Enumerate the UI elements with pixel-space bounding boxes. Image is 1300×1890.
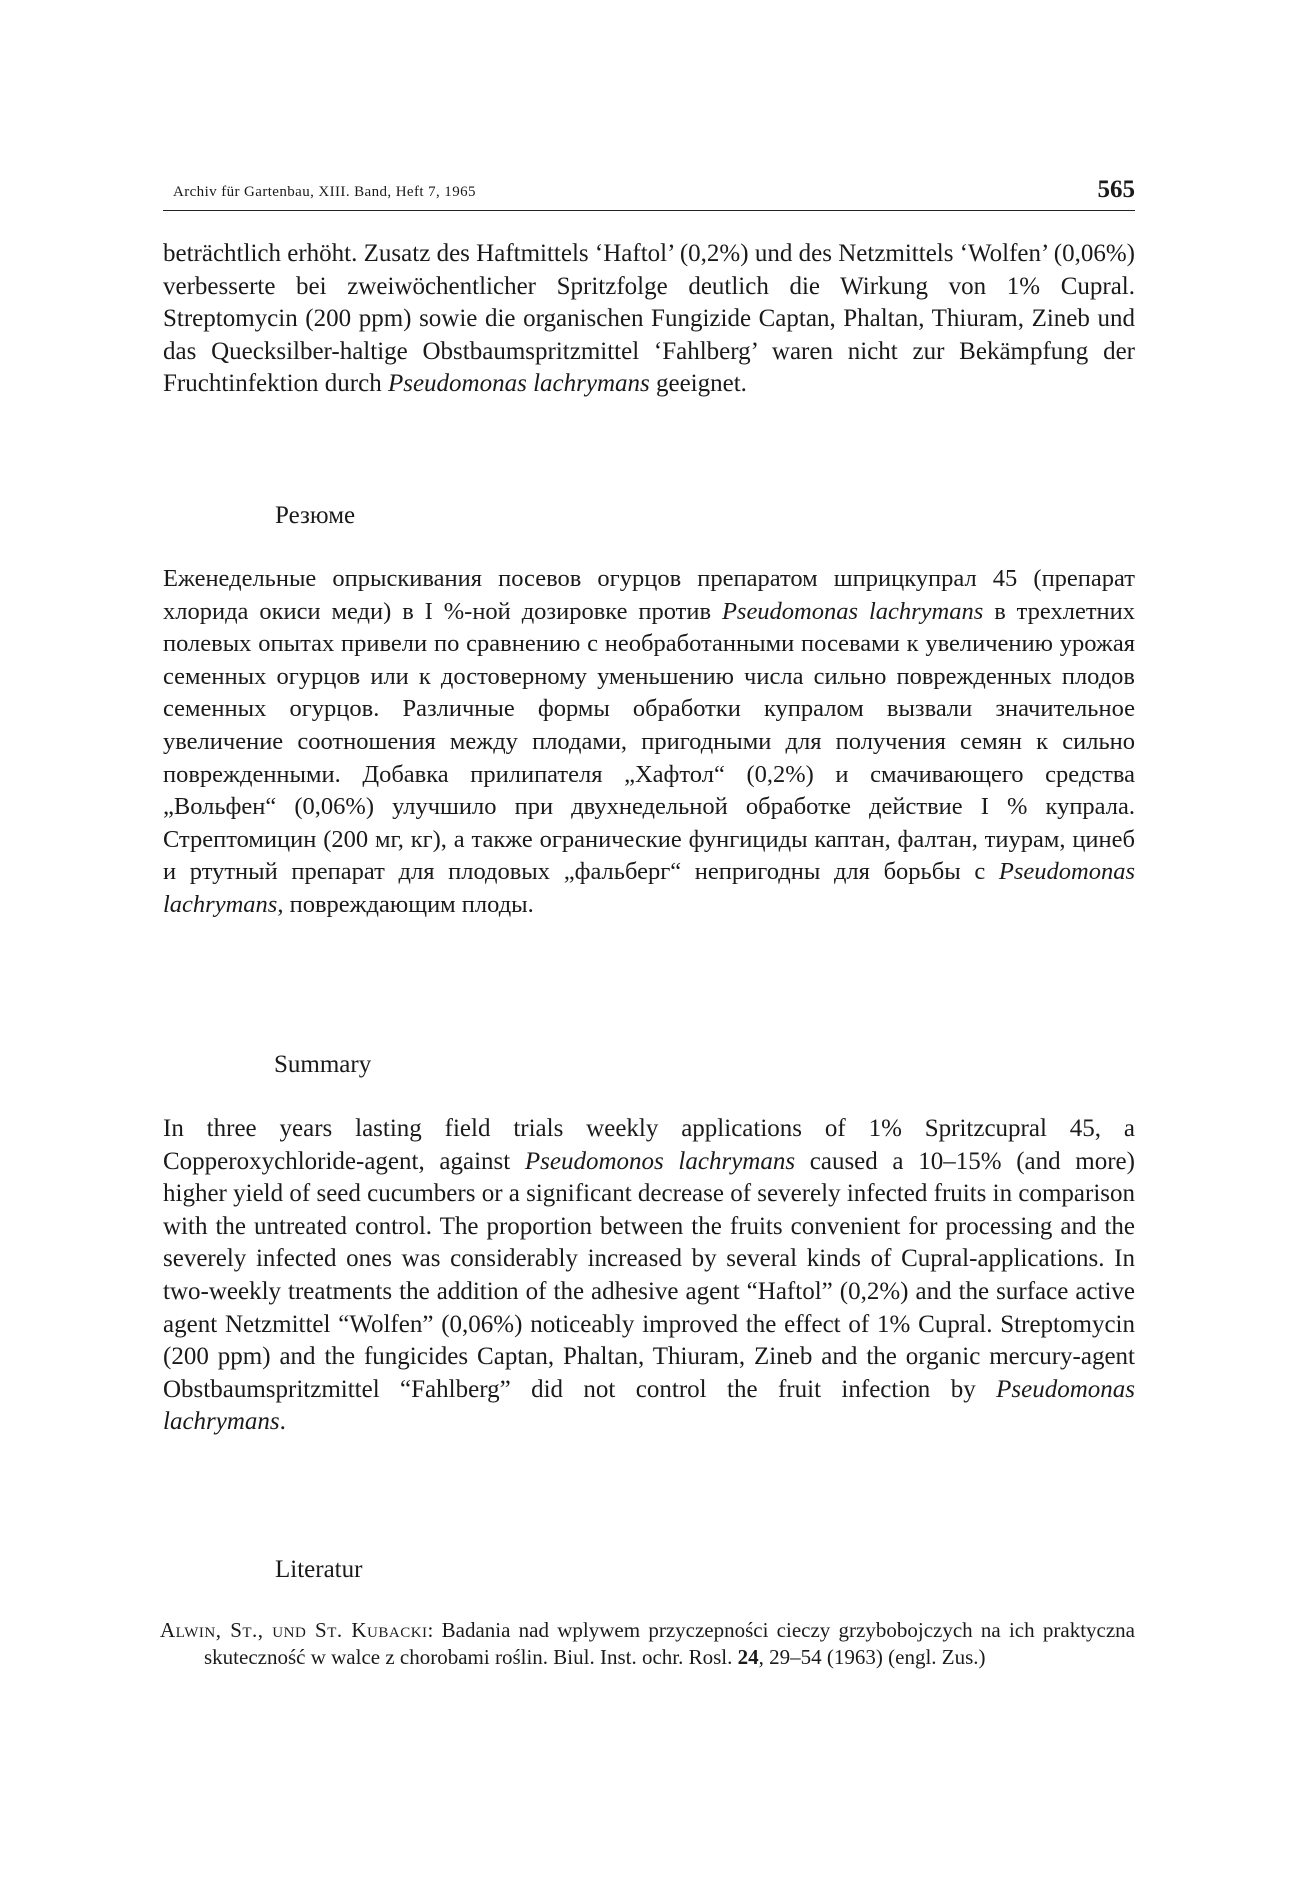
reference-authors: Alwin, St., und St. Kubacki <box>160 1618 428 1642</box>
resume-text-2: в трехлетних полевых опытах привели по сравнению с необработанными посевами к увеличению урожая семенных огурцов или к достоверному уменьшению числа сильно поврежденных плодов семенных огурцов. Различные формы обработки купралом вызвали значительное увеличение соотношения между плодами, пригодными для получения семян к сильно поврежденными. Добавка прилипателя „Хафтол“ (0,2%) и смачивающего средства „Вольфен“ (0,06%) улучшило при двухнедельной обработке действие I % купрала. Стрептомицин (200 мг, кг), а также огранические фунгициды каптан, фалтан, тиурам, цинеб и ртутный препарат для плодовых „фальберг“ непригодны для борьбы с <box>163 597 1136 886</box>
reference-entry <box>160 1617 1135 1671</box>
page-header <box>163 176 1135 211</box>
page-number: 565 <box>1097 176 1135 203</box>
resume-text-3: , повреждающим плоды. <box>277 890 534 918</box>
literature-heading: Literatur <box>275 1556 363 1583</box>
summary-heading: Summary <box>274 1051 372 1078</box>
resume-text-1: Еженедельные опрыскивания посевов огурцов препаратом шприцкупрал 45 (препарат хлорида окиси меди) в I %-ной дозировке против <box>163 565 1135 625</box>
german-species-name: Pseudomonas lachrymans <box>387 370 650 398</box>
summary-text-2: caused a 10–15% (and more) higher yield of seed cucumbers or a significant decrease of severely infected fruits in comparison with the untreated control. The proportion between the fruits convenient for processing and the severely infected ones was considerably increased by several kinds of Cupral-applications. In two-weekly treatments the addition of the adhesive agent “Haftol” (0,2%) and the surface active agent Netzmittel “Wolfen” (0,06%) noticeably improved the effect of 1% Cupral. Streptomycin (200 ppm) and the fungicides Captan, Phaltan, Thiuram, Zineb and the organic mercury-agent Obstbaumspritzmittel “Fahlberg” did not control the fruit infection by <box>163 1147 1135 1403</box>
german-abstract-paragraph <box>163 238 1135 401</box>
resume-heading: Резюме <box>275 502 356 529</box>
resume-species-name-1: Pseudomonas lachrymans <box>721 597 984 625</box>
summary-species-name-2: Pseudomonas lachrymans <box>163 1375 1135 1436</box>
reference-volume: 24 <box>737 1644 759 1669</box>
russian-resume-paragraph <box>163 563 1135 922</box>
reference-text: : Badania nad wplywem przyczepności cieczy grzybobojczych na ich praktyczna skuteczność w walce z chorobami roślin. Biul. Inst. ochr. Rosl. <box>204 1618 1135 1669</box>
english-summary-paragraph <box>163 1113 1135 1439</box>
resume-species-name-2: Pseudomonas lachrymans <box>163 858 1135 918</box>
summary-text-3: . <box>279 1408 286 1436</box>
summary-species-name-1: Pseudomonos lachrymans <box>524 1147 796 1175</box>
running-head: Archiv für Gartenbau, XIII. Band, Heft 7, 1965 <box>173 184 476 200</box>
summary-text-1: In three years lasting field trials weekly applications of 1% Spritzcupral 45, a Copperoxychloride-agent, against <box>163 1115 1135 1175</box>
german-text-2: geeignet. <box>649 370 747 398</box>
reference-pages-year: , 29–54 (1963) (engl. Zus.) <box>758 1644 986 1669</box>
german-text-1: beträchtlich erhöht. Zusatz des Haftmittels ‘Haftol’ (0,2%) und des Netzmittels ‘Wolfen’ (0,06%) verbesserte bei zweiwöchentlicher Spritzfolge deutlich die Wirkung von 1% Cupral. Streptomycin (200 ppm) sowie die organischen Fungizide Captan, Phaltan, Thiuram, Zineb und das Quecksilber-haltige Obstbaumspritzmittel ‘Fahlberg’ waren nicht zur Bekämpfung der Fruchtinfektion durch <box>163 240 1135 398</box>
